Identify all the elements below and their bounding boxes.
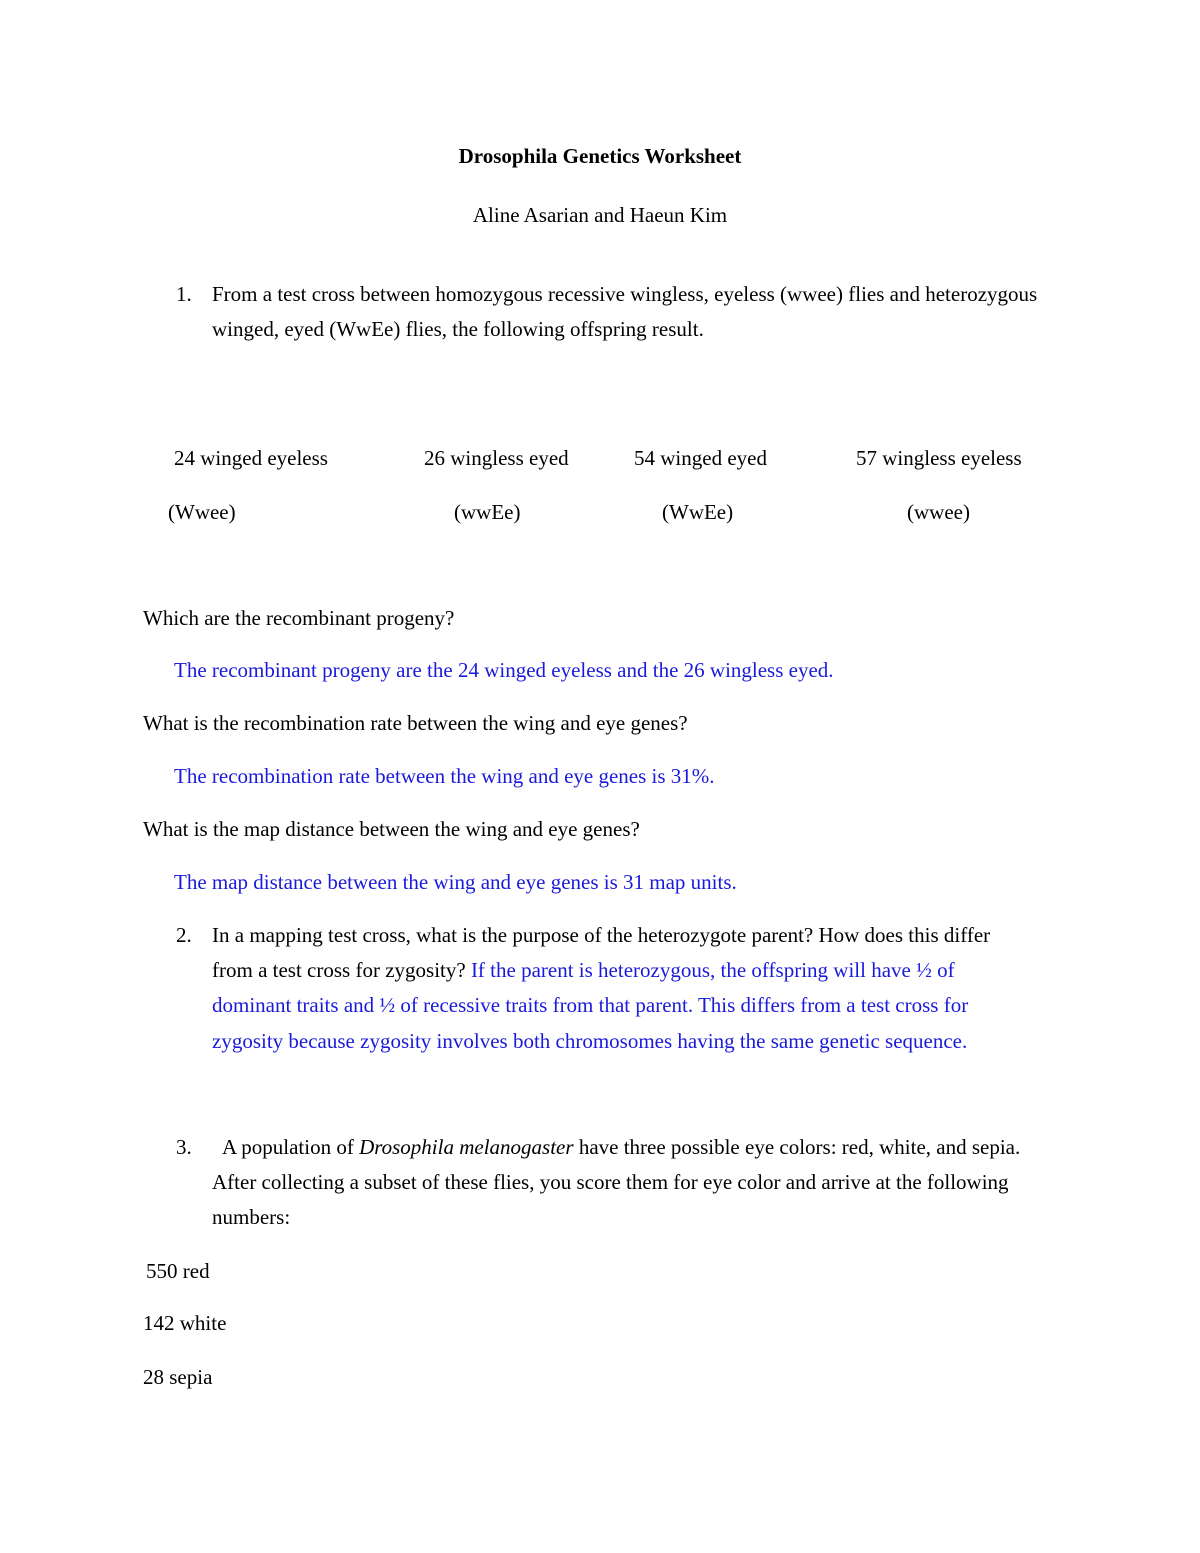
q2-answer-line4: zygosity because zygosity involves both chromosomes having the same genetic sequence.	[212, 1029, 968, 1053]
offspring-genotype: (wwEe)	[454, 500, 521, 524]
offspring-genotype: (WwEe)	[662, 500, 734, 524]
eye-color-count: 28 sepia	[143, 1365, 213, 1389]
document-authors: Aline Asarian and Haeun Kim	[472, 203, 728, 227]
offspring-label: 54 winged eyed	[634, 446, 767, 470]
offspring-label: 24 winged eyeless	[174, 446, 328, 470]
q2-answer-line3: dominant traits and ½ of recessive traits from that parent. This differs from a test cross for	[212, 993, 969, 1017]
q1-text-line2: winged, eyed (WwEe) flies, the following offspring result.	[212, 317, 704, 341]
q3-line1-pre: A population of	[222, 1135, 360, 1159]
sub-answer: The map distance between the wing and eye genes is 31 map units.	[174, 870, 737, 894]
q2-line1: In a mapping test cross, what is the purpose of the heterozygote parent? How does this differ	[212, 923, 991, 947]
q3-line1	[222, 1137, 1020, 1158]
q2-line2	[212, 960, 955, 981]
q3-line2: After collecting a subset of these flies, you score them for eye color and arrive at the following	[212, 1170, 1009, 1194]
q1-number: 1.	[176, 282, 192, 306]
sub-answer: The recombination rate between the wing and eye genes is 31%.	[174, 764, 715, 788]
offspring-label: 57 wingless eyeless	[856, 446, 1022, 470]
q2-number: 2.	[176, 923, 192, 947]
eye-color-count: 142 white	[143, 1311, 227, 1335]
sub-question: What is the recombination rate between the wing and eye genes?	[143, 711, 688, 735]
q2-answer-start: If the parent is heterozygous, the offspring will have ½ of	[470, 958, 955, 982]
offspring-label: 26 wingless eyed	[424, 446, 569, 470]
q2-question-end: from a test cross for zygosity?	[212, 958, 471, 982]
document-title: Drosophila Genetics Worksheet	[458, 144, 742, 168]
offspring-genotype: (wwee)	[907, 500, 970, 524]
eye-color-count: 550 red	[146, 1259, 210, 1283]
q3-species: Drosophila melanogaster	[359, 1135, 574, 1159]
q3-number: 3.	[176, 1135, 192, 1159]
sub-question: What is the map distance between the wing and eye genes?	[143, 817, 640, 841]
sub-question: Which are the recombinant progeny?	[143, 606, 455, 630]
q1-text-line1: From a test cross between homozygous recessive wingless, eyeless (wwee) flies and heterozygous	[212, 282, 1038, 306]
q3-line3: numbers:	[212, 1205, 291, 1229]
sub-answer: The recombinant progeny are the 24 winged eyeless and the 26 wingless eyed.	[174, 658, 834, 682]
offspring-genotype: (Wwee)	[168, 500, 236, 524]
q3-line1-post: have three possible eye colors: red, white, and sepia.	[573, 1135, 1021, 1159]
